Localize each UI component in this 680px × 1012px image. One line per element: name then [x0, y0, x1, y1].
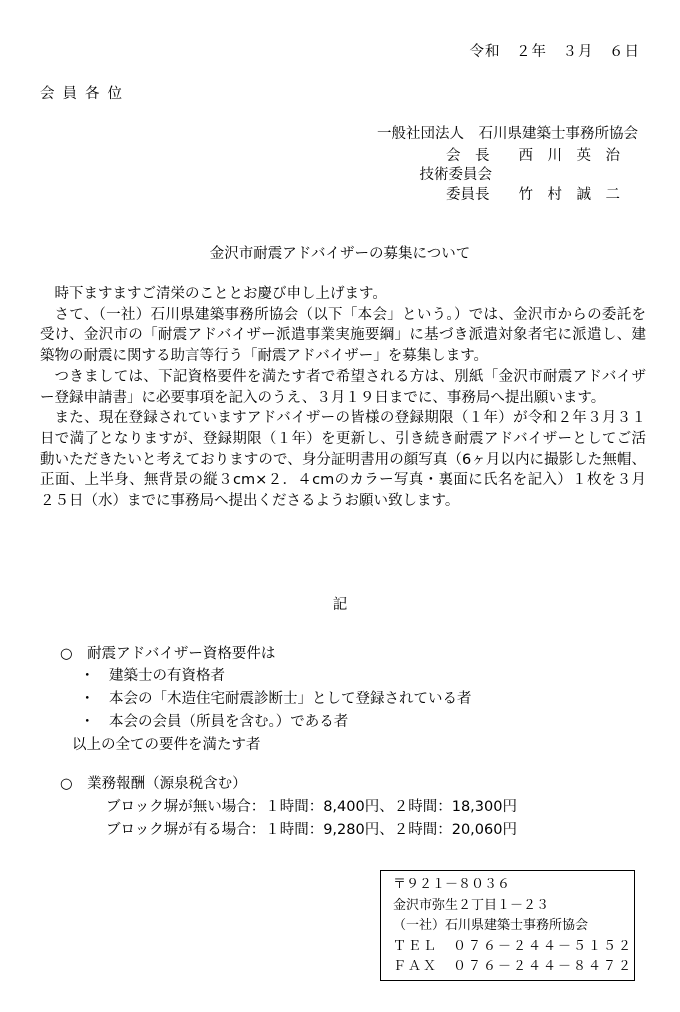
requirements-heading: ○ 耐震アドバイザー資格要件は: [60, 646, 276, 662]
fee-line-with-block-wall: ブロック塀が有る場合：１時間：9,280円、２時間：20,060円: [106, 822, 517, 838]
requirements-footer: 以上の全ての要件を満たす者: [72, 737, 261, 753]
requirement-item: ・ 本会の会員（所員を含む。）である者: [80, 714, 349, 730]
requirement-item: ・ 建築士の有資格者: [80, 668, 225, 684]
contact-postal-code: 〒９２１－８０３６: [393, 877, 511, 892]
body-paragraph-purpose: さて、（一社）石川県建築事務所協会（以下「本会」という。）では、金沢市からの委託を受け、金沢市の「耐震アドバイザー派遣事業実施要綱」に基づき派遣対象者宅に派遣し、建築物の耐震に関する助言等行う「耐震アドバイザー」を募集します。: [40, 306, 646, 365]
body-paragraph-renewal: また、現在登録されていますアドバイザーの皆様の登録期限（１年）が令和２年３月３１日で満了となりますが、登録期限（１年）を更新し、引き続き耐震アドバイザーとしてご活動いただきたいと考えておりますので、身分証明書用の顔写真（6ヶ月以内に撮影した無帽、正面、上半身、無背景の縦３cm×２．４cmのカラー写真・裏面に氏名を記入）１枚を３月２５日（水）までに事務局へ提出くださるようお願い致します。: [40, 410, 646, 510]
document-date: 令和 ２年 ３月 ６日: [469, 44, 640, 60]
addressee: 会員各位: [40, 86, 130, 102]
body-paragraph-greeting: 時下ますますご清栄のこととお慶び申し上げます。: [54, 286, 387, 302]
document-title: 金沢市耐震アドバイザーの募集について: [209, 246, 471, 262]
sender-chair: 委員長 竹 村 誠 二: [446, 187, 620, 203]
sender-organization: 一般社団法人 石川県建築士事務所協会: [377, 126, 638, 142]
document-body: [40, 284, 646, 512]
contact-address: 金沢市弥生２丁目１－２３: [393, 897, 550, 913]
contact-tel: ＴＥＬ ０７６－２４４－５１５２: [393, 938, 634, 954]
ki-heading: 記: [332, 597, 348, 613]
contact-fax: ＦＡＸ ０７６－２４４－８４７２: [393, 959, 634, 974]
sender-committee: 技術委員会: [419, 167, 492, 183]
fee-line-without-block-wall: ブロック塀が無い場合：１時間：8,400円、２時間：18,300円: [106, 799, 517, 815]
body-paragraph-application: つきましては、下記資格要件を満たす者で希望される方は、別紙「金沢市耐震アドバイザー登録申請書」に必要事項を記入のうえ、３月１９日までに、事務局へ提出願います。: [40, 368, 646, 406]
contact-organization: （一社）石川県建築士事務所協会: [393, 918, 589, 933]
requirement-item: ・ 本会の「木造住宅耐震診断士」として登録されている者: [80, 691, 472, 707]
contact-box: [380, 870, 635, 981]
sender-president: 会 長 西 川 英 治: [446, 148, 620, 164]
fees-heading: ○ 業務報酬（源泉税含む）: [60, 776, 247, 792]
